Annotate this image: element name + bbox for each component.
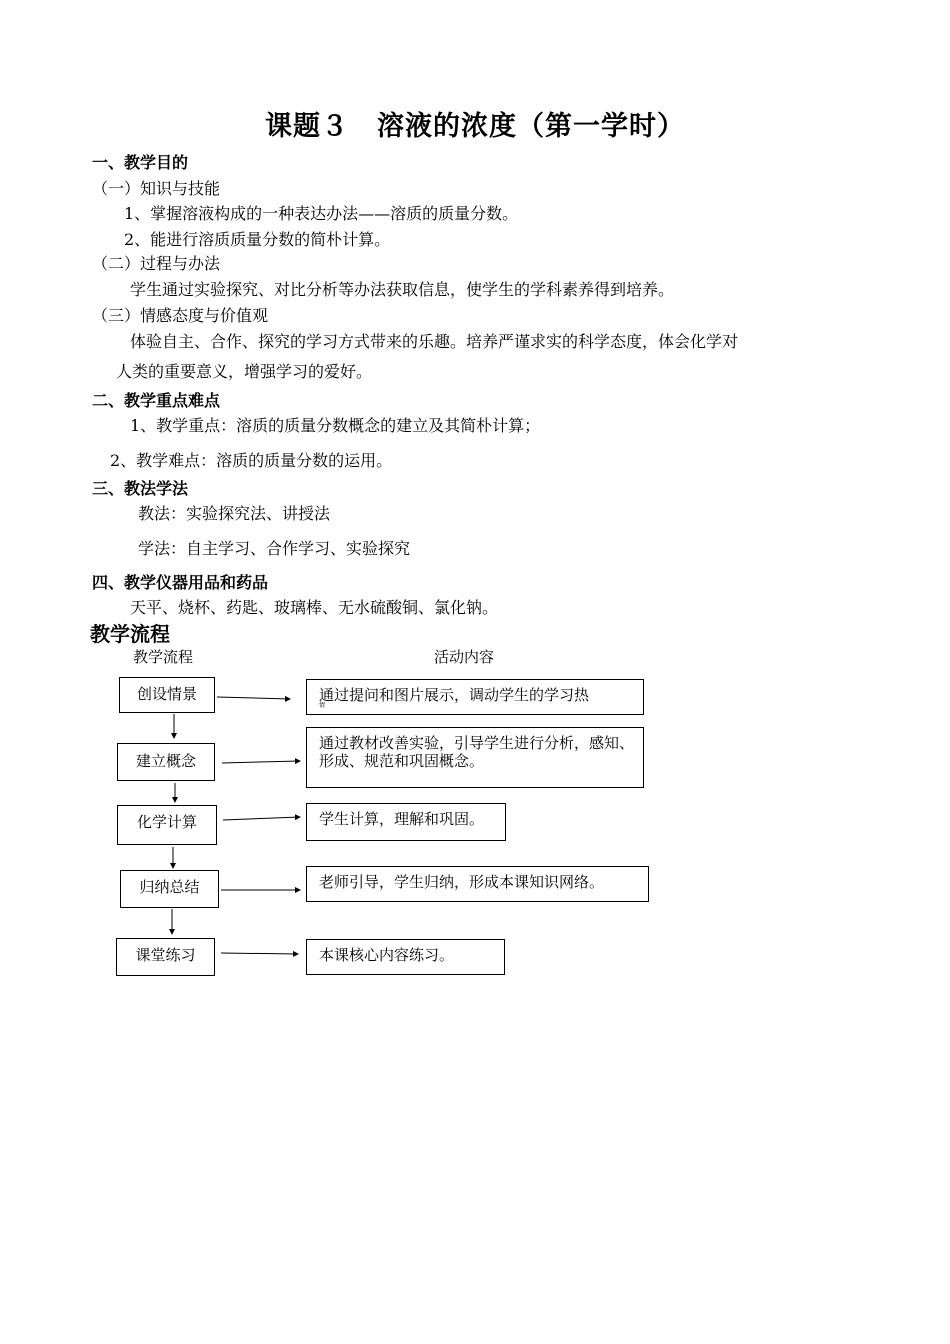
section-2-heading: 二、教学重点难点 (92, 391, 221, 410)
flow-activity-3: 学生计算，理解和巩固。 (306, 803, 506, 841)
arrow-right-1 (217, 697, 290, 699)
section-1-sub-1: （一）知识与技能 (92, 179, 221, 198)
flow-activity-2: 通过教材改善实验，引导学生进行分析，感知、形成、规范和巩固概念。 (306, 727, 644, 788)
flow-column-right-label: 活动内容 (434, 648, 495, 666)
section-1-sub-3-line-2: 人类的重要意义，增强学习的爱好。 (116, 362, 373, 381)
arrow-right-5 (221, 953, 298, 954)
flow-activity-1 (306, 679, 644, 715)
section-1-sub-3-line-1: 体验自主、合作、探究的学习方式带来的乐趣。培养严谨求实的科学态度，体会化学对 (130, 332, 739, 351)
section-4-heading: 四、教学仪器用品和药品 (92, 573, 269, 592)
flow-activity-1-text: 通过提问和图片展示，调动学生的学习热 (319, 686, 590, 704)
section-1-sub-1-line-1: 1、掌握溶液构成的一种表达办法——溶质的质量分数。 (124, 204, 519, 223)
flow-heading: 教学流程 (90, 622, 170, 646)
arrow-right-3 (223, 817, 300, 820)
flow-step-2: 建立概念 (117, 743, 215, 781)
flow-step-4: 归纳总结 (120, 870, 219, 908)
flow-step-1: 创设情景 (119, 677, 215, 713)
section-1-heading: 一、教学目的 (92, 153, 189, 172)
section-2-line-1: 1、教学重点：溶质的质量分数概念的建立及其简朴计算； (130, 416, 541, 435)
section-3-line-1: 教法：实验探究法、讲授法 (138, 504, 331, 523)
section-1-sub-3: （三）情感态度与价值观 (92, 306, 269, 325)
section-4-line-1: 天平、烧杯、药匙、玻璃棒、无水硫酸铜、氯化钠。 (130, 598, 499, 617)
section-3-heading: 三、教法学法 (92, 479, 189, 498)
flow-activity-5: 本课核心内容练习。 (306, 939, 505, 975)
section-3-line-2: 学法：自主学习、合作学习、实验探究 (138, 539, 411, 558)
section-2-line-2: 2、教学难点：溶质的质量分数的运用。 (110, 451, 393, 470)
section-1-sub-1-line-2: 2、能进行溶质质量分数的简朴计算。 (124, 230, 391, 249)
arrow-right-2 (222, 761, 300, 763)
flow-activity-4: 老师引导，学生归纳，形成本课知识网络。 (306, 866, 649, 902)
flow-activity-1-overflow: 情 (319, 702, 326, 709)
section-1-sub-2-line-1: 学生通过实验探究、对比分析等办法获取信息，使学生的学科素养得到培养。 (130, 280, 675, 299)
flow-step-5: 课堂练习 (116, 938, 215, 976)
document-title: 课题３ 溶液的浓度（第一学时） (265, 111, 685, 142)
flow-column-left-label: 教学流程 (133, 648, 194, 666)
section-1-sub-2: （二）过程与办法 (92, 254, 221, 273)
flow-step-3: 化学计算 (117, 805, 217, 845)
